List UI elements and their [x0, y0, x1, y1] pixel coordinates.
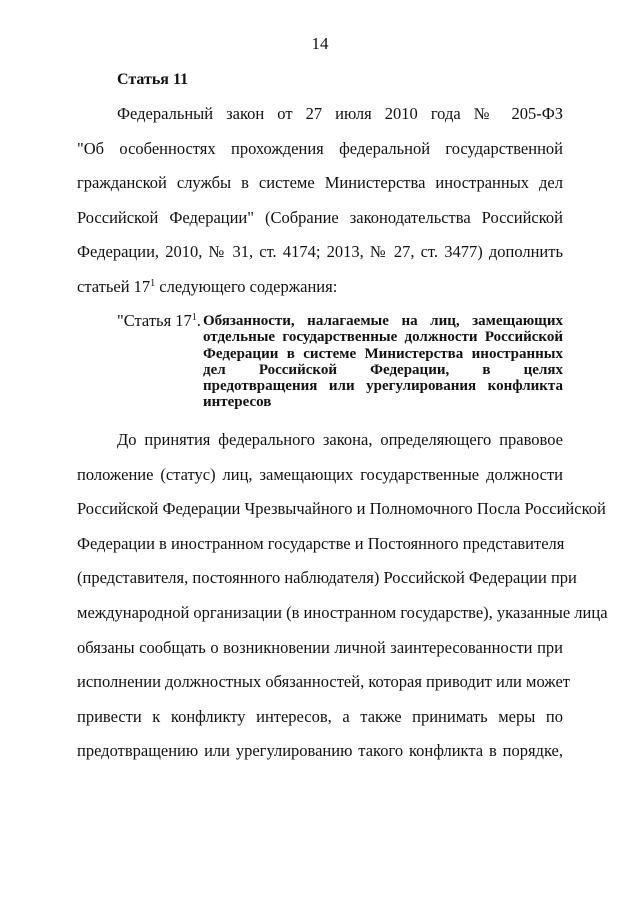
- sub-title-line: отдельные государственные должности Российской: [203, 329, 563, 346]
- body-line: обязаны сообщать о возникновении личной заинтересованности при: [77, 637, 563, 657]
- body-line: привести к конфликту интересов, а также принимать меры по: [77, 706, 563, 726]
- sub-title-line: Федерации в системе Министерства иностранных: [203, 345, 563, 362]
- intro-line: гражданской службы в системе Министерства иностранных дел: [77, 173, 563, 193]
- sub-title-line: Обязанности, налагаемые на лиц, замещающих: [203, 313, 563, 329]
- sub-article-title: [203, 313, 563, 411]
- intro-last-after: следующего содержания:: [155, 276, 338, 296]
- intro-last-before: статьей 17: [77, 276, 151, 296]
- body-line: До принятия федерального закона, определяющего правовое: [117, 430, 563, 449]
- sub-article-superscript: 1: [191, 312, 197, 323]
- body-paragraph: [77, 423, 608, 769]
- sub-title-line: интересов: [203, 394, 272, 411]
- sub-title-line: предотвращения или урегулирования конфликта: [203, 378, 563, 395]
- body-line: Российской Федерации Чрезвычайного и Полномочного Посла Российской: [77, 499, 606, 519]
- body-line: (представителя, постоянного наблюдателя) Российской Федерации при: [77, 568, 577, 588]
- article-heading: Статья 11: [117, 71, 189, 88]
- intro-line-last: [77, 270, 563, 305]
- article-intro-paragraph: [77, 97, 563, 305]
- page-number: 14: [311, 34, 329, 53]
- sub-article-prefix-end: .: [196, 311, 201, 330]
- intro-line: "Об особенностях прохождения федеральной государственной: [77, 138, 563, 158]
- sub-title-line: дел Российской Федерации, в целях: [203, 361, 563, 378]
- body-line: положение (статус) лиц, замещающих государственные должности: [77, 464, 563, 484]
- intro-line: Российской Федерации" (Собрание законодательства Российской: [77, 207, 563, 227]
- body-line: Федерации в иностранном государстве и Постоянного представителя: [77, 533, 565, 553]
- body-line: предотвращению или урегулированию такого конфликта в порядке,: [77, 741, 563, 761]
- article-superscript: 1: [150, 277, 156, 289]
- sub-article-prefix-text: "Статья 17: [117, 311, 192, 330]
- intro-line: Федерации, 2010, № 31, ст. 4174; 2013, № 27, ст. 3477) дополнить: [77, 242, 563, 262]
- body-line: международной организации (в иностранном государстве), указанные лица: [77, 602, 608, 622]
- sub-article-label: [117, 313, 201, 329]
- body-line: исполнении должностных обязанностей, которая приводит или может: [77, 672, 571, 692]
- intro-line: Федеральный закон от 27 июля 2010 года № 205-ФЗ: [117, 104, 563, 123]
